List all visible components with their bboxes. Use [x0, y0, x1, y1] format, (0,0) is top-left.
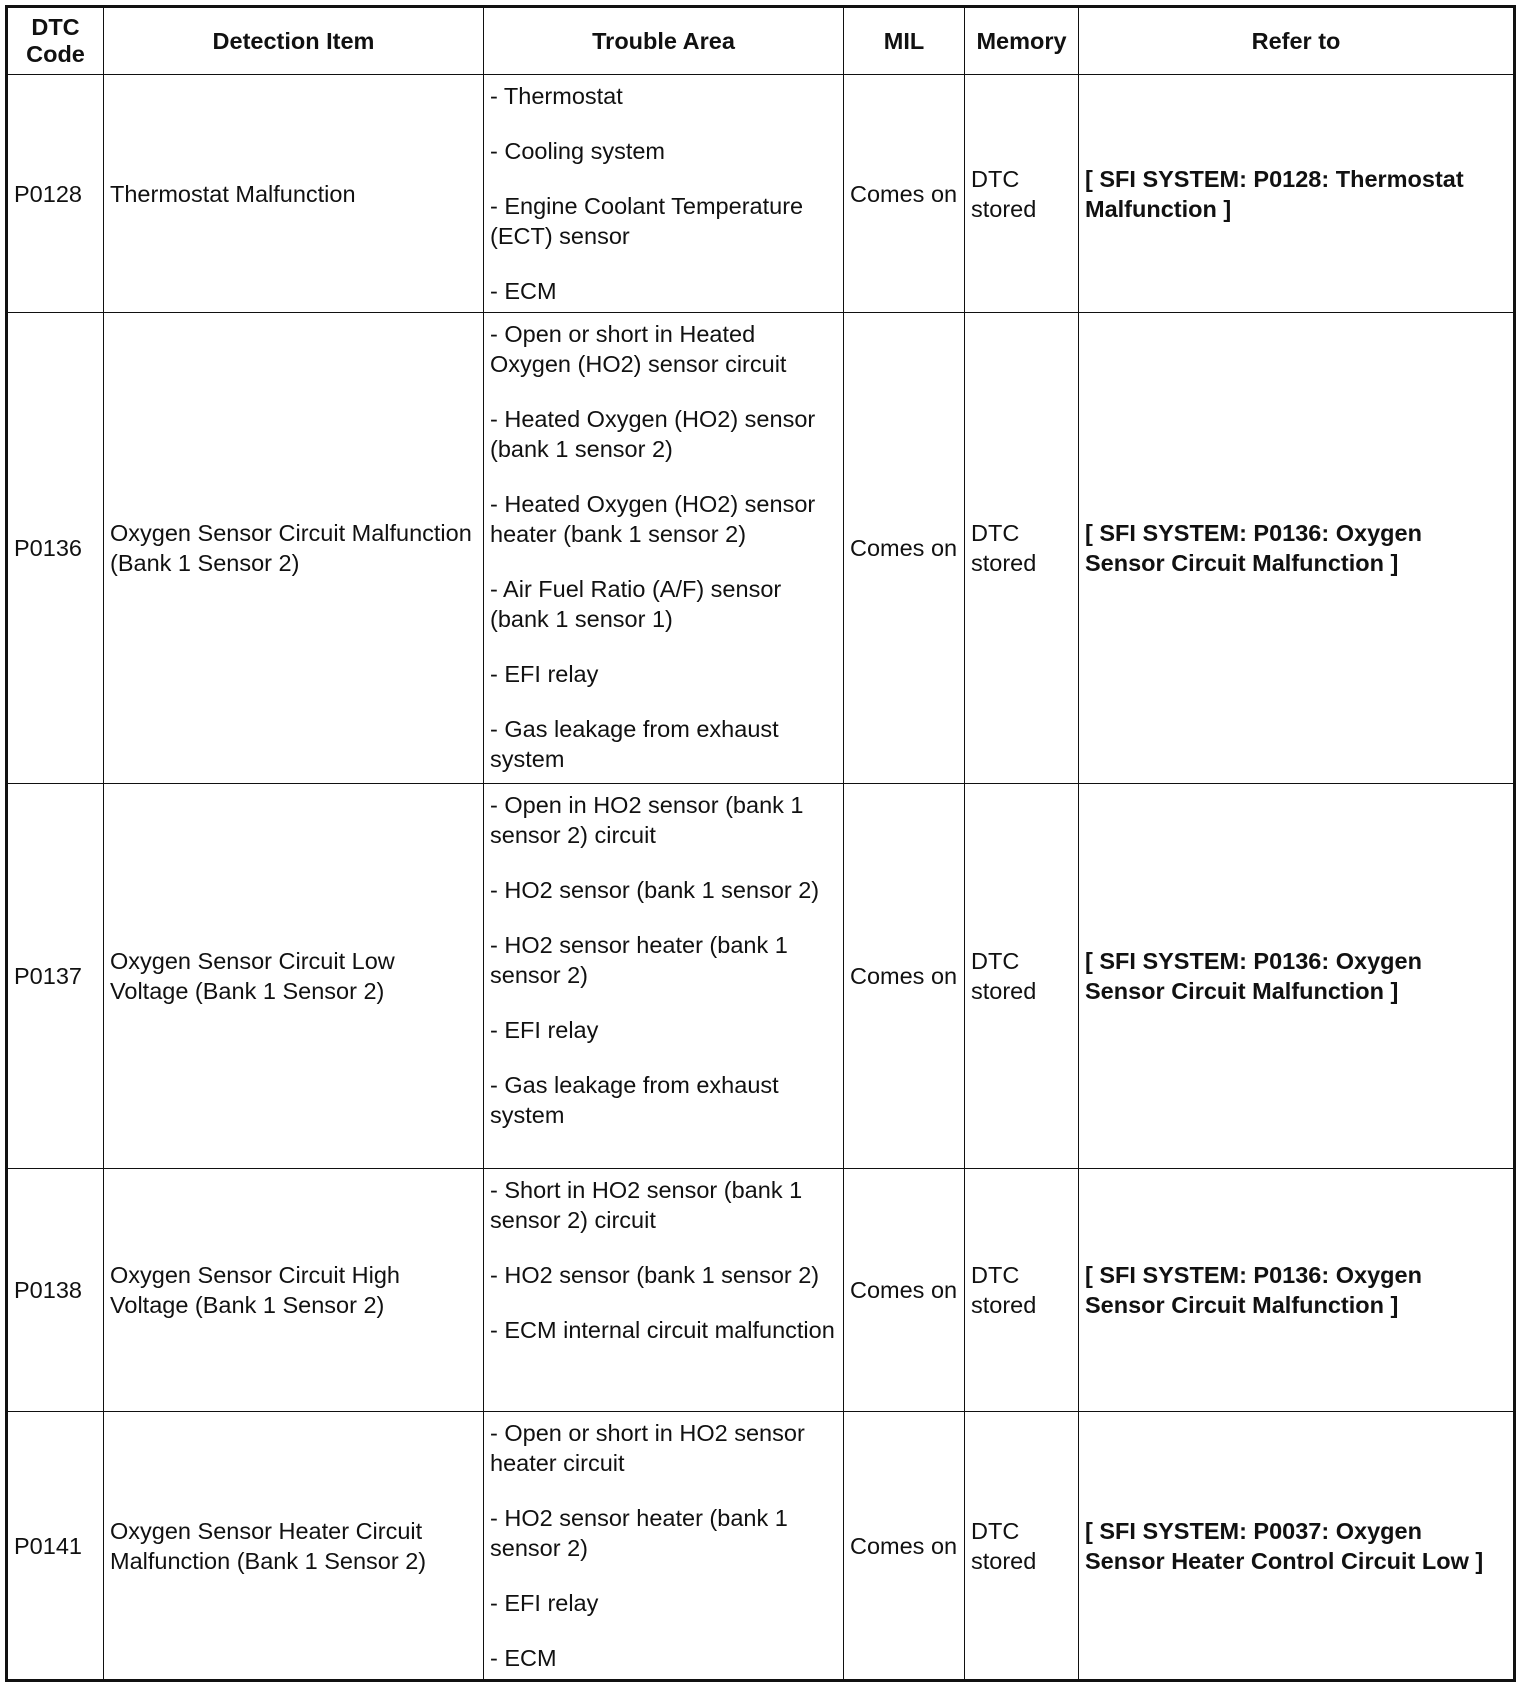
mil-cell: Comes on: [844, 313, 965, 784]
dtc-code-cell: P0137: [7, 784, 104, 1169]
refer-to-link[interactable]: [ SFI SYSTEM: P0136: Oxygen Sensor Circuit Malfunction ]: [1085, 520, 1422, 576]
refer-to-cell: [1079, 75, 1515, 313]
trouble-area-item: - Gas leakage from exhaust system: [490, 716, 779, 772]
refer-to-cell: [1079, 313, 1515, 784]
detection-item-cell: Oxygen Sensor Circuit Low Voltage (Bank 1 Sensor 2): [104, 784, 484, 1169]
trouble-area-item: - ECM: [490, 278, 557, 304]
dtc-code-cell: P0138: [7, 1169, 104, 1412]
table-header: [7, 7, 1515, 75]
table-row: [7, 1412, 1515, 1681]
mil-cell: Comes on: [844, 75, 965, 313]
trouble-area-cell: [484, 784, 844, 1169]
trouble-area-cell: [484, 313, 844, 784]
trouble-area-item: - Heated Oxygen (HO2) sensor heater (bank 1 sensor 2): [490, 491, 816, 547]
header-trouble-area: Trouble Area: [484, 7, 844, 75]
trouble-area-item: - EFI relay: [490, 1017, 599, 1043]
trouble-area-item: - Short in HO2 sensor (bank 1 sensor 2) circuit: [490, 1177, 803, 1233]
trouble-area-item: - Open or short in Heated Oxygen (HO2) sensor circuit: [490, 321, 787, 377]
trouble-area-item: - Cooling system: [490, 138, 665, 164]
header-dtc-code: DTC Code: [7, 7, 104, 75]
header-memory: Memory: [965, 7, 1079, 75]
trouble-area-item: - HO2 sensor heater (bank 1 sensor 2): [490, 1505, 788, 1561]
refer-to-link[interactable]: [ SFI SYSTEM: P0128: Thermostat Malfunction ]: [1085, 165, 1464, 222]
dtc-code-cell: P0141: [7, 1412, 104, 1681]
refer-to-cell: [1079, 784, 1515, 1169]
memory-cell: DTC stored: [965, 784, 1079, 1169]
header-refer-to: Refer to: [1079, 7, 1515, 75]
table-body: [7, 75, 1515, 1681]
header-detection-item: Detection Item: [104, 7, 484, 75]
memory-cell: DTC stored: [965, 1412, 1079, 1681]
table-row: [7, 1169, 1515, 1412]
table-row: [7, 313, 1515, 784]
trouble-area-item: - EFI relay: [490, 661, 599, 687]
detection-item-cell: Oxygen Sensor Heater Circuit Malfunction (Bank 1 Sensor 2): [104, 1412, 484, 1681]
trouble-area-item: - ECM: [490, 1645, 557, 1671]
mil-cell: Comes on: [844, 784, 965, 1169]
dtc-code-cell: P0128: [7, 75, 104, 313]
table-row: [7, 75, 1515, 313]
dtc-code-cell: P0136: [7, 313, 104, 784]
memory-cell: DTC stored: [965, 313, 1079, 784]
detection-item-cell: Oxygen Sensor Circuit High Voltage (Bank 1 Sensor 2): [104, 1169, 484, 1412]
trouble-area-cell: [484, 1169, 844, 1412]
trouble-area-item: - ECM internal circuit malfunction: [490, 1317, 835, 1343]
refer-to-link[interactable]: [ SFI SYSTEM: P0136: Oxygen Sensor Circuit Malfunction ]: [1085, 1262, 1422, 1318]
refer-to-cell: [1079, 1412, 1515, 1681]
refer-to-cell: [1079, 1169, 1515, 1412]
trouble-area-item: - HO2 sensor (bank 1 sensor 2): [490, 1262, 820, 1288]
detection-item-cell: Oxygen Sensor Circuit Malfunction (Bank 1 Sensor 2): [104, 313, 484, 784]
refer-to-link[interactable]: [ SFI SYSTEM: P0037: Oxygen Sensor Heater Control Circuit Low ]: [1085, 1517, 1484, 1574]
refer-to-link[interactable]: [ SFI SYSTEM: P0136: Oxygen Sensor Circuit Malfunction ]: [1085, 948, 1422, 1004]
trouble-area-item: - HO2 sensor (bank 1 sensor 2): [490, 877, 820, 903]
memory-cell: DTC stored: [965, 75, 1079, 313]
trouble-area-item: - Heated Oxygen (HO2) sensor (bank 1 sensor 2): [490, 406, 816, 462]
trouble-area-cell: [484, 1412, 844, 1681]
trouble-area-item: - EFI relay: [490, 1590, 599, 1616]
trouble-area-item: - Open or short in HO2 sensor heater circuit: [490, 1420, 805, 1476]
memory-cell: DTC stored: [965, 1169, 1079, 1412]
table-row: [7, 784, 1515, 1169]
trouble-area-item: - Engine Coolant Temperature (ECT) sensor: [490, 193, 804, 249]
detection-item-cell: Thermostat Malfunction: [104, 75, 484, 313]
dtc-table: [5, 5, 1516, 1682]
mil-cell: Comes on: [844, 1169, 965, 1412]
trouble-area-item: - HO2 sensor heater (bank 1 sensor 2): [490, 932, 788, 988]
mil-cell: Comes on: [844, 1412, 965, 1681]
trouble-area-cell: [484, 75, 844, 313]
trouble-area-item: - Open in HO2 sensor (bank 1 sensor 2) circuit: [490, 792, 804, 848]
trouble-area-item: - Gas leakage from exhaust system: [490, 1072, 779, 1128]
trouble-area-item: - Thermostat: [490, 83, 623, 109]
header-mil: MIL: [844, 7, 965, 75]
trouble-area-item: - Air Fuel Ratio (A/F) sensor (bank 1 sensor 1): [490, 576, 782, 632]
header-row: [7, 7, 1515, 75]
